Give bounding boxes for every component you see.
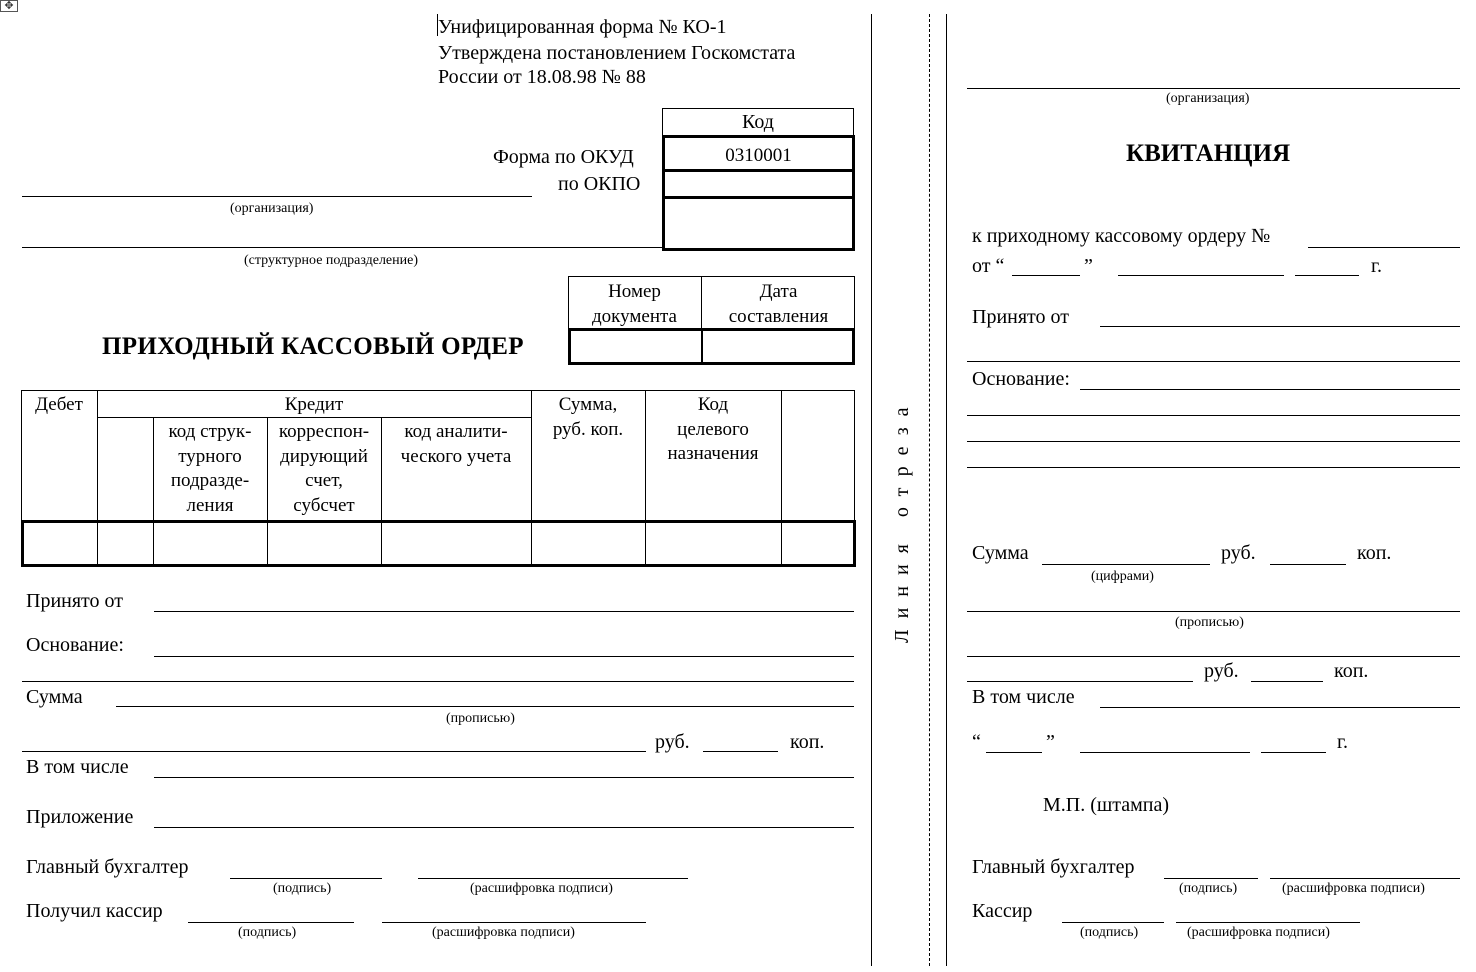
page-title: ПРИХОДНЫЙ КАССОВЫЙ ОРДЕР xyxy=(102,333,524,360)
doc-number-input[interactable] xyxy=(571,331,699,362)
receipt-date-quote-open: “ xyxy=(972,731,981,753)
codes-divider-2 xyxy=(662,196,855,199)
basis-line[interactable] xyxy=(154,656,854,657)
chief-signature-caption: (подпись) xyxy=(273,881,332,896)
receipt-basis-label: Основание: xyxy=(972,368,1070,390)
sum-label: Сумма xyxy=(26,686,83,708)
receipt-received-from-line[interactable] xyxy=(1100,326,1460,327)
including-label: В том числе xyxy=(26,756,129,778)
receipt-kop-label-2: коп. xyxy=(1334,660,1369,682)
receipt-month-line[interactable] xyxy=(1118,275,1284,276)
receipt-day-line[interactable] xyxy=(1012,275,1080,276)
received-from-label: Принято от xyxy=(26,590,124,612)
organization-line[interactable] xyxy=(22,196,532,197)
subdivision-caption: (структурное подразделение) xyxy=(244,253,419,268)
cut-line-dashed xyxy=(929,14,930,966)
receipt-in-words-caption: (прописью) xyxy=(1175,615,1244,630)
received-from-line[interactable] xyxy=(154,611,854,612)
cut-line-label: Линия отреза xyxy=(891,396,913,643)
receipt-cashier-signature-line[interactable] xyxy=(1062,922,1164,923)
receipt-organization-caption: (организация) xyxy=(1166,91,1250,106)
doc-values-divider xyxy=(701,328,703,365)
receipt-basis-line-3[interactable] xyxy=(967,441,1460,442)
okud-value[interactable]: 0310001 xyxy=(725,145,792,166)
receipt-basis-line-2[interactable] xyxy=(967,415,1460,416)
receipt-sum-digits-line[interactable] xyxy=(1042,564,1210,565)
receipt-chief-decode-caption: (расшифровка подписи) xyxy=(1282,881,1425,896)
receipt-sum-words-line-2[interactable] xyxy=(967,656,1460,657)
receipt-cashier-decode-caption: (расшифровка подписи) xyxy=(1187,925,1330,940)
cashier-signature-line[interactable] xyxy=(188,922,354,923)
receipt-from-label: от “ xyxy=(972,255,1005,277)
receipt-cashier-label: Кассир xyxy=(972,900,1033,922)
okud-label: Форма по ОКУД xyxy=(493,146,634,168)
col-corr-header: корреспон- дирующий счет, субсчет xyxy=(278,421,370,516)
cashier-decode-line[interactable] xyxy=(382,922,646,923)
receipt-year-line[interactable] xyxy=(1295,275,1359,276)
chief-signature-line[interactable] xyxy=(230,878,382,879)
form-line-2: Утверждена постановлением Госкомстата xyxy=(438,42,796,64)
receipt-chief-signature-caption: (подпись) xyxy=(1179,881,1238,896)
receipt-date-year-label: г. xyxy=(1337,731,1348,753)
in-words-caption: (прописью) xyxy=(446,711,515,726)
receipt-date-quote-close: ” xyxy=(1046,731,1055,753)
form-line-1: Унифицированная форма № КО-1 xyxy=(438,16,727,38)
receipt-basis-line[interactable] xyxy=(1080,389,1460,390)
receipt-organization-line[interactable] xyxy=(967,88,1460,89)
receipt-order-number-line[interactable] xyxy=(1308,247,1460,248)
sum-words-line-2[interactable] xyxy=(22,751,646,752)
debit-header: Дебет xyxy=(35,394,83,415)
receipt-date-year-line[interactable] xyxy=(1261,752,1326,753)
receipt-stamp-label: М.П. (штампа) xyxy=(1043,794,1170,816)
okpo-label: по ОКПО xyxy=(558,173,641,195)
receipt-kop-label: коп. xyxy=(1357,542,1392,564)
doc-date-header: Дата составления xyxy=(728,281,829,327)
receipt-kop-line-2[interactable] xyxy=(1251,681,1323,682)
form-line-3: России от 18.08.98 № 88 xyxy=(438,66,646,88)
kop-label: коп. xyxy=(790,731,825,753)
receipt-chief-signature-line[interactable] xyxy=(1164,878,1258,879)
attachment-label: Приложение xyxy=(26,806,134,828)
receipt-sum-words-line-3[interactable] xyxy=(967,681,1193,682)
sum-words-line[interactable] xyxy=(116,706,854,707)
table-move-handle[interactable]: ✥ xyxy=(0,0,18,12)
kod-header: Код xyxy=(742,111,774,133)
cashier-decode-caption: (расшифровка подписи) xyxy=(432,925,575,940)
receipt-including-label: В том числе xyxy=(972,686,1075,708)
receipt-to-order-label: к приходному кассовому ордеру № xyxy=(972,225,1271,247)
col-purpose-header: Код целевого назначения xyxy=(667,394,759,464)
credit-header: Кредит xyxy=(284,394,344,415)
col-sum-header: Сумма, руб. коп. xyxy=(552,394,624,440)
cashier-signature-caption: (подпись) xyxy=(238,925,297,940)
text-cursor xyxy=(437,14,438,36)
receipt-from-quote-close: ” xyxy=(1084,255,1093,277)
receipt-basis-line-4[interactable] xyxy=(967,467,1460,468)
chief-decode-line[interactable] xyxy=(418,878,688,879)
including-line[interactable] xyxy=(154,777,854,778)
doc-number-header: Номер документа xyxy=(592,281,677,327)
receipt-date-month-line[interactable] xyxy=(1080,752,1250,753)
receipt-cashier-decode-line[interactable] xyxy=(1176,922,1360,923)
chief-decode-caption: (расшифровка подписи) xyxy=(470,881,613,896)
basis-label: Основание: xyxy=(26,634,124,656)
doc-date-input[interactable] xyxy=(704,331,852,362)
organization-caption: (организация) xyxy=(230,201,314,216)
basis-line-2[interactable] xyxy=(22,681,854,682)
kop-line[interactable] xyxy=(703,751,778,752)
attachment-line[interactable] xyxy=(154,827,854,828)
receipt-date-day-line[interactable] xyxy=(986,752,1042,753)
receipt-title: КВИТАНЦИЯ xyxy=(1126,140,1291,167)
main-table-value-row[interactable] xyxy=(21,520,856,567)
receipt-kop-line[interactable] xyxy=(1270,564,1346,565)
receipt-received-from-label: Принято от xyxy=(972,306,1070,328)
separator-line xyxy=(871,14,872,966)
receipt-border-line xyxy=(946,14,947,966)
receipt-including-line[interactable] xyxy=(1100,707,1460,708)
cashier-received-label: Получил кассир xyxy=(26,900,163,922)
col-struct-header: код струк- турного подразде- ления xyxy=(168,421,252,516)
receipt-rub-label-2: руб. xyxy=(1204,660,1239,682)
subdivision-line[interactable] xyxy=(22,247,662,248)
receipt-rub-label: руб. xyxy=(1221,542,1256,564)
receipt-sum-label: Сумма xyxy=(972,542,1029,564)
receipt-year-label: г. xyxy=(1371,255,1382,277)
codes-divider-1 xyxy=(662,169,855,172)
chief-accountant-label: Главный бухгалтер xyxy=(26,856,189,878)
receipt-chief-decode-line[interactable] xyxy=(1270,878,1460,879)
receipt-chief-accountant-label: Главный бухгалтер xyxy=(972,856,1135,878)
receipt-sum-words-line[interactable] xyxy=(967,611,1460,612)
receipt-cashier-signature-caption: (подпись) xyxy=(1080,925,1139,940)
rub-label: руб. xyxy=(655,731,690,753)
receipt-in-digits-caption: (цифрами) xyxy=(1091,569,1154,584)
col-analytic-header: код аналити- ческого учета xyxy=(400,421,512,467)
receipt-received-from-line-2[interactable] xyxy=(967,361,1460,362)
